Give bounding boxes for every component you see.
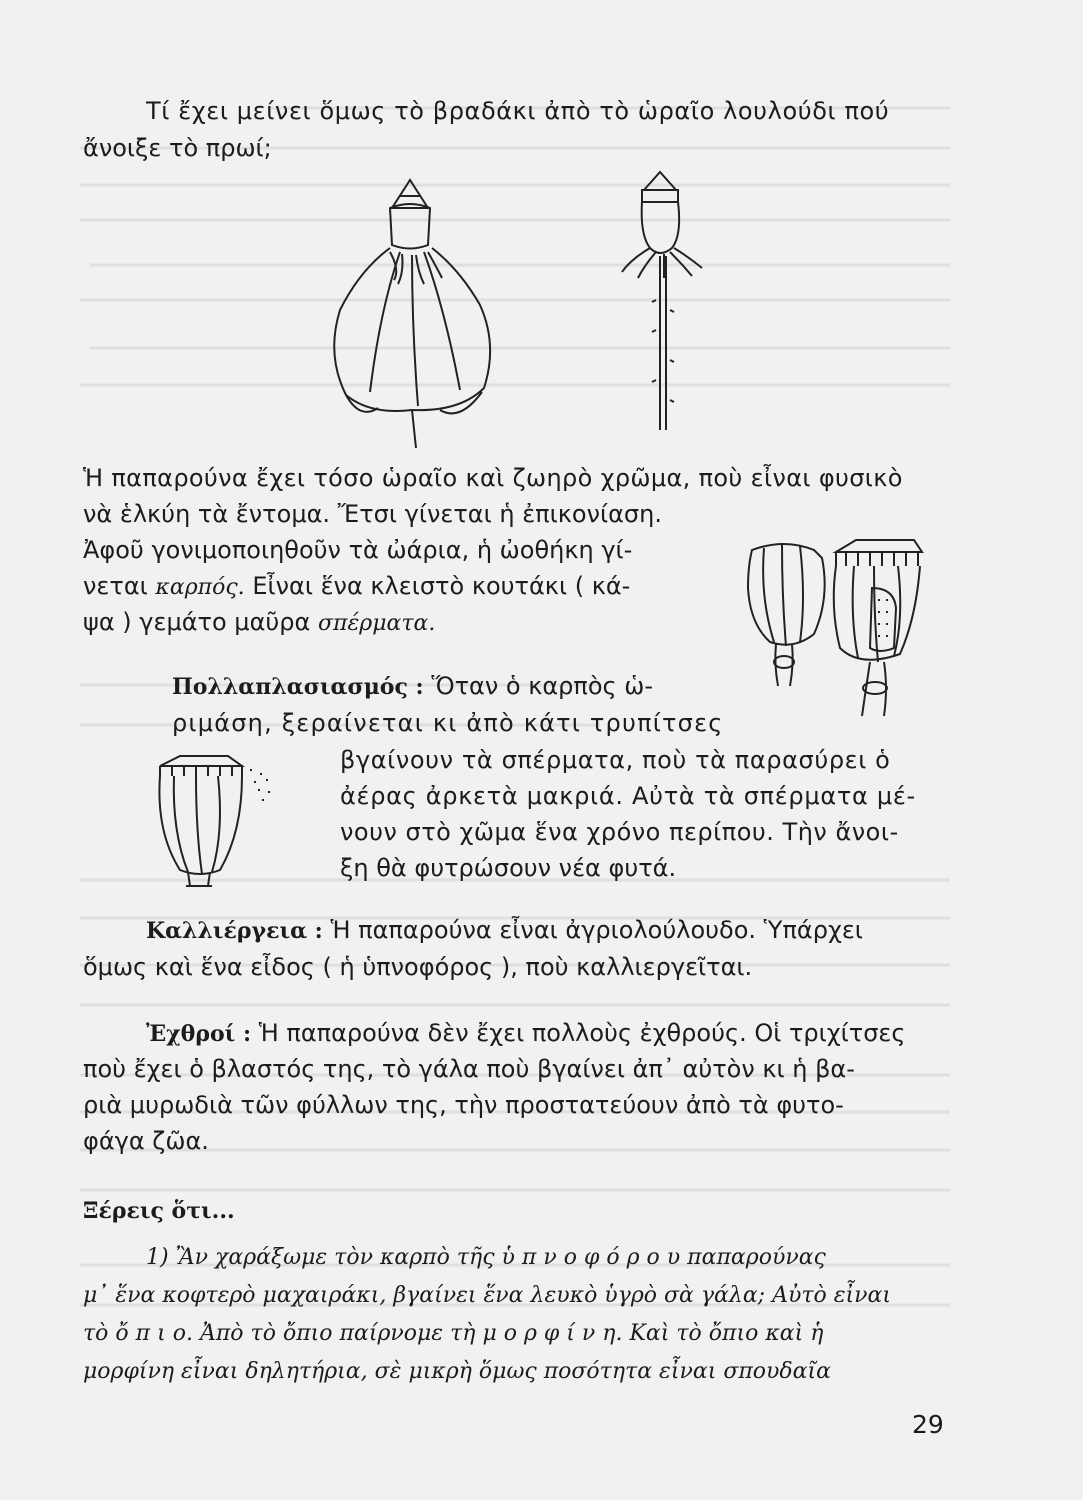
fruit-line-1: Ἡ παπαρούνα ἔχει τόσο ὡραῖο καὶ ζωηρὸ χρῶμα, ποὺ εἶναι φυσικὸ <box>83 464 903 492</box>
seed-capsule-illustration <box>150 752 290 892</box>
enemies-heading: Ἐχθροί : <box>146 1021 252 1047</box>
fruit-line-5 <box>83 604 435 642</box>
intro-line-1: Τί ἔχει μείνει ὅμως τὸ βραδάκι ἀπὸ τὸ ὡραῖο λουλούδι πού <box>146 97 890 125</box>
multiplication-line-5: νουν στὸ χῶμα ἕνα χρόνο περίπου. Τὴν ἄνοι- <box>340 818 899 846</box>
fruit-line-5-start: ψα ) γεμάτο μαῦρα <box>83 608 311 636</box>
cultivation-line-1 <box>146 912 863 949</box>
page-number: 29 <box>912 1410 944 1439</box>
capsule-illustration <box>744 538 924 720</box>
fruit-line-4 <box>83 568 630 606</box>
did-you-know-heading: Ξέρεις ὅτι... <box>83 1198 235 1224</box>
poppy-flower-illustration <box>320 160 720 450</box>
multiplication-line-2: ριμάση, ξεραίνεται κι ἀπὸ κάτι τρυπίτσες <box>172 709 724 737</box>
did-you-know-line-1: 1) Ἂν χαράξωμε τὸν καρπὸ τῆς ὑ π ν ο φ ό ρ ο υ παπαρούνας <box>146 1245 826 1270</box>
did-you-know-line-2: μ᾽ ἕνα κοφτερὸ μαχαιράκι, βγαίνει ἕνα λευκὸ ὑγρὸ σὰ γάλα; Αὐτὸ εἶναι <box>83 1283 892 1308</box>
cultivation-line-2: ὅμως καὶ ἕνα εἶδος ( ἡ ὑπνοφόρος ), ποὺ καλλιεργεῖται. <box>83 953 753 981</box>
fruit-term-karpos: καρπός. <box>155 575 245 600</box>
multiplication-heading: Πολλαπλασιασμός : <box>172 674 424 700</box>
multiplication-line-3: βγαίνουν τὰ σπέρματα, ποὺ τὰ παρασύρει ὁ <box>340 746 891 774</box>
fruit-line-3: Ἀφοῦ γονιμοποιηθοῦν τὰ ὠάρια, ἡ ὠοθήκη γί- <box>83 536 633 564</box>
cultivation-heading: Καλλιέργεια : <box>146 918 323 944</box>
enemies-line-3: ριὰ μυρωδιὰ τῶν φύλλων της, τὴν προστατεύουν ἀπὸ τὰ φυτο- <box>83 1091 844 1119</box>
cultivation-line-1-text: Ἡ παπαρούνα εἶναι ἀγριολούλουδο. Ὑπάρχει <box>330 916 863 944</box>
fruit-line-2: νὰ ἑλκύη τὰ ἔντομα. Ἔτσι γίνεται ἡ ἐπικονίαση. <box>83 500 662 528</box>
fruit-line-4-end: Εἶναι ἕνα κλειστὸ κουτάκι ( κά- <box>252 572 631 600</box>
did-you-know-line-3: τὸ ὄ π ι ο. Ἀπὸ τὸ ὄπιο παίρνομε τὴ μ ο ρ φ ί ν η. Καὶ τὸ ὄπιο καὶ ἡ <box>83 1321 824 1346</box>
intro-line-2: ἄνοιξε τὸ πρωί; <box>83 134 272 162</box>
fruit-term-spermata: σπέρματα. <box>317 611 436 636</box>
enemies-line-4: φάγα ζῶα. <box>83 1127 209 1155</box>
multiplication-line-4: ἀέρας ἀρκετὰ μακριά. Αὐτὰ τὰ σπέρματα μέ- <box>340 782 916 810</box>
multiplication-line-1-text: Ὅταν ὁ καρπὸς ὡ- <box>431 672 654 700</box>
enemies-line-1-text: Ἡ παπαρούνα δὲν ἔχει πολλοὺς ἐχθρούς. Οἱ τριχίτσες <box>258 1019 906 1047</box>
enemies-line-1 <box>146 1015 905 1052</box>
did-you-know-line-4: μορφίνη εἶναι δηλητήρια, σὲ μικρὴ ὅμως ποσότητα εἶναι σπουδαῖα <box>83 1359 832 1384</box>
fruit-line-4-start: νεται <box>83 572 148 600</box>
multiplication-line-1 <box>172 668 653 705</box>
enemies-line-2: ποὺ ἔχει ὁ βλαστός της, τὸ γάλα ποὺ βγαίνει ἀπ᾽ αὐτὸν κι ἡ βα- <box>83 1055 855 1083</box>
multiplication-line-6: ξη θὰ φυτρώσουν νέα φυτά. <box>340 854 677 882</box>
